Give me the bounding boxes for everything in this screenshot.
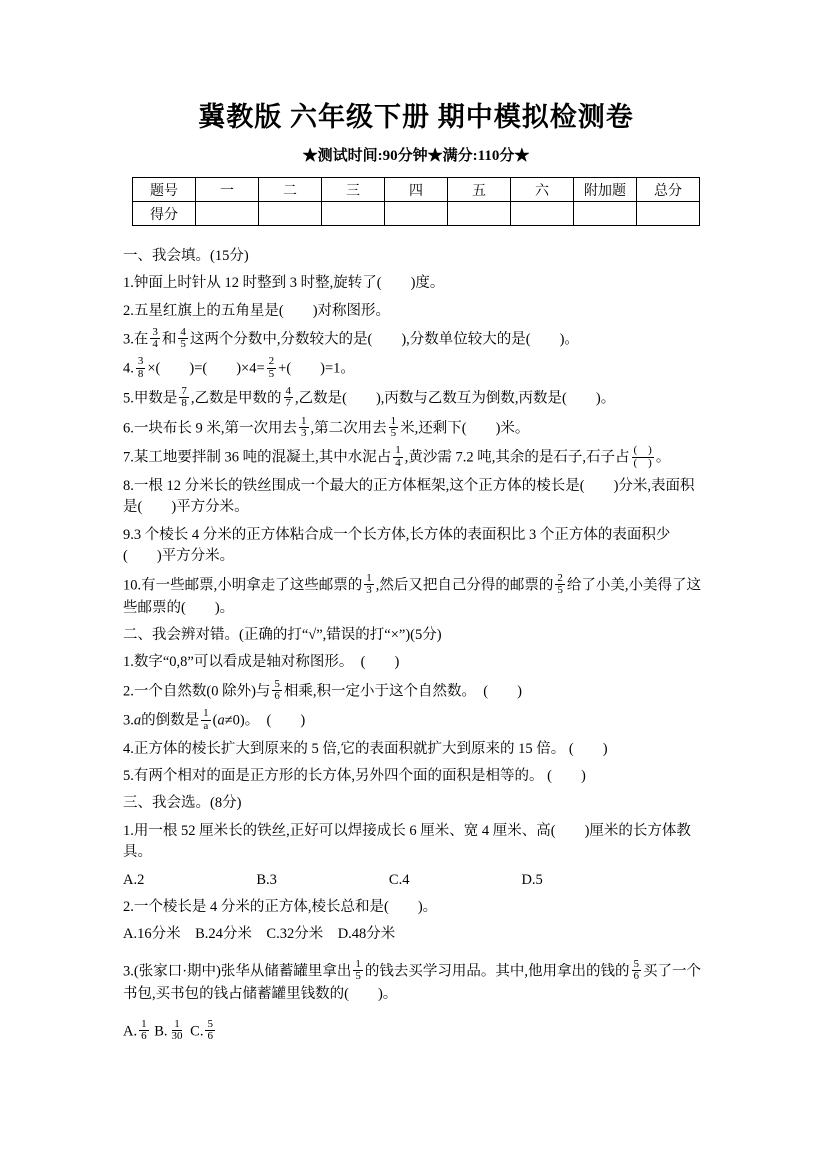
text-segment: 的钱去买学习用品。其中,他用拿出的钱的 xyxy=(364,963,630,980)
q1-10 xyxy=(123,571,709,620)
q2-4 xyxy=(123,739,709,761)
text-segment: 1.数字“0,8”可以看成是轴对称图形。 ( ) xyxy=(123,654,400,671)
q3-1-options xyxy=(123,870,709,892)
score-cell-empty xyxy=(385,202,448,226)
text-segment: 2.一个棱长是 4 分米的正方体,棱长总和是( )。 xyxy=(123,898,438,915)
score-header-cell: 三 xyxy=(322,178,385,202)
text-segment: C.4 xyxy=(388,871,410,888)
text-segment: ,乙数是( ),丙数与乙数互为倒数,丙数是( )。 xyxy=(295,390,616,407)
text-segment: A. xyxy=(123,1022,138,1039)
text-segment: C. xyxy=(186,1022,204,1039)
fraction: $\frac{1}{6}$ xyxy=(141,1017,147,1043)
option-gap xyxy=(144,883,256,884)
text-segment: 8.一根 12 分米长的铁丝围成一个最大的正方体框架,这个正方体的棱长是( )分米,表面积是( )平方分米。 xyxy=(123,477,695,516)
text-segment: 3. xyxy=(123,712,134,729)
text-segment: 三、我会选。(8分) xyxy=(123,795,242,812)
q1-7 xyxy=(123,446,709,470)
score-table-header-row xyxy=(133,178,700,202)
text-segment: 5.有两个相对的面是正方形的长方体,另外四个面的面积是相等的。 ( ) xyxy=(123,768,586,784)
text-segment: ( xyxy=(212,712,218,729)
fraction: $\frac{4}{7}$ xyxy=(285,384,291,410)
text-segment: B.3 xyxy=(256,871,277,888)
q1-9 xyxy=(123,525,709,569)
text-segment: 2.一个自然数(0 除外)与 xyxy=(123,682,271,699)
text-segment: 4. xyxy=(123,360,134,377)
text-segment: 1.钟面上时针从 12 时整到 3 时整,旋转了( )度。 xyxy=(123,275,445,292)
fraction: $\frac{( )}{( )}$ xyxy=(633,444,652,469)
section-2-heading xyxy=(123,625,709,647)
score-header-cell: 附加题 xyxy=(574,178,637,202)
q1-3 xyxy=(123,325,709,352)
q3-2 xyxy=(123,897,709,919)
score-header-cell: 二 xyxy=(259,178,322,202)
text-segment: 和 xyxy=(161,331,177,348)
fraction: $\frac{1}{3}$ xyxy=(366,571,372,597)
q2-1 xyxy=(123,652,709,674)
score-header-cell: 六 xyxy=(511,178,574,202)
score-header-cell: 总分 xyxy=(637,178,700,202)
score-cell-empty xyxy=(322,202,385,226)
text-segment: 1.用一根 52 厘米长的铁丝,正好可以焊接成长 6 厘米、宽 4 厘米、高( )厘米的长方体教具。 xyxy=(123,822,691,861)
text-segment: 的倒数是 xyxy=(141,712,200,729)
text-segment: 4.正方体的棱长扩大到原来的 5 倍,它的表面积就扩大到原来的 15 倍。 ( ) xyxy=(123,740,608,757)
text-segment: 3.(张家口·期中)张华从储蓄罐里拿出 xyxy=(123,963,352,980)
score-cell-empty xyxy=(196,202,259,226)
text-segment: 7.某工地要拌制 36 吨的混凝土,其中水泥占 xyxy=(123,449,392,466)
fraction: $\frac{7}{8}$ xyxy=(181,384,187,410)
score-header-cell: 五 xyxy=(448,178,511,202)
score-cell-empty xyxy=(511,202,574,226)
fraction: $\frac{4}{5}$ xyxy=(180,325,186,351)
score-header-cell: 一 xyxy=(196,178,259,202)
text-segment: A.2 xyxy=(123,871,145,888)
fraction: $\frac{3}{8}$ xyxy=(137,355,144,380)
text-segment: 9.3 个棱长 4 分米的正方体粘合成一个长方体,长方体的表面积比 3 个正方体的表面积少( )平方分米。 xyxy=(123,526,671,565)
text-segment: 6.一块布长 9 米,第一次用去 xyxy=(123,419,297,436)
text-segment: a xyxy=(133,712,142,729)
fraction: $\frac{5}{6}$ xyxy=(274,677,280,703)
score-cell-empty xyxy=(637,202,700,226)
q3-3-options xyxy=(123,1017,709,1044)
section-3-heading xyxy=(123,793,709,815)
option-gap xyxy=(277,883,389,884)
text-segment: 这两个分数中,分数较大的是( ),分数单位较大的是( )。 xyxy=(189,331,579,348)
text-segment: ≠0)。 ( ) xyxy=(224,712,306,729)
fraction: $\frac{2}{5}$ xyxy=(268,355,275,380)
q3-3 xyxy=(123,957,709,1006)
text-segment: 米,还剩下( )米。 xyxy=(400,419,530,436)
fraction: $\frac{1}{5}$ xyxy=(390,414,397,440)
text-segment: D.5 xyxy=(521,871,543,888)
text-segment: 买了一个书包,买书包的钱占储蓄罐里钱数的( )。 xyxy=(123,963,701,1002)
text-segment: 3.在 xyxy=(123,331,149,348)
score-table-score-row xyxy=(133,202,700,226)
q3-2-options xyxy=(123,924,709,946)
text-segment: 5.甲数是 xyxy=(123,390,178,407)
text-segment: ,乙数是甲数的 xyxy=(190,390,282,407)
text-segment: 给了小美,小美得了这些邮票的( )。 xyxy=(123,577,701,616)
page-title: 冀教版 六年级下册 期中模拟检测卷 xyxy=(198,102,634,132)
question-content xyxy=(123,246,709,1044)
section-1-heading xyxy=(123,246,709,268)
text-segment: 二、我会辨对错。(正确的打“√”,错误的打“×”)(5分) xyxy=(123,627,442,644)
text-segment: ,黄沙需 7.2 吨,其余的是石子,石子占 xyxy=(404,449,630,466)
fraction: $\frac{2}{5}$ xyxy=(557,571,563,597)
fraction: $\frac{3}{4}$ xyxy=(152,325,158,351)
score-cell-empty xyxy=(259,202,322,226)
text-segment: 10.有一些邮票,小明拿走了这些邮票的 xyxy=(123,577,363,594)
text-segment: a xyxy=(217,712,225,729)
text-segment: ,然后又把自己分得的邮票的 xyxy=(375,577,554,594)
score-cell-empty xyxy=(574,202,637,226)
text-segment: 。 xyxy=(655,449,671,466)
score-header-cell: 题号 xyxy=(133,178,196,202)
fraction: $\frac{5}{6}$ xyxy=(207,1017,213,1043)
q2-2 xyxy=(123,677,709,704)
q1-5 xyxy=(123,384,709,411)
text-segment: 2.五星红旗上的五角星是( )对称图形。 xyxy=(123,302,391,319)
text-segment: +( )=1。 xyxy=(278,360,355,377)
text-segment: A.16分米 B.24分米 C.32分米 D.48分米 xyxy=(123,926,396,942)
text-segment: 一、我会填。(15分) xyxy=(123,248,249,264)
text-segment: B. xyxy=(150,1022,168,1039)
fraction: $\frac{1}{30}$ xyxy=(171,1017,183,1043)
fraction: $\frac{1}{3}$ xyxy=(301,414,307,440)
q2-3 xyxy=(123,709,709,733)
q3-1 xyxy=(123,821,709,865)
q2-5 xyxy=(123,766,709,788)
text-segment: 相乘,积一定小于这个自然数。 ( ) xyxy=(283,682,522,699)
score-header-cell: 四 xyxy=(385,178,448,202)
score-table xyxy=(132,177,700,226)
score-row-label: 得分 xyxy=(133,202,196,226)
text-segment: ,第二次用去 xyxy=(310,419,387,436)
score-cell-empty xyxy=(448,202,511,226)
page-subtitle: ★测试时间:90分钟★满分:110分★ xyxy=(302,148,530,164)
fraction: $\frac{5}{6}$ xyxy=(633,957,639,983)
q1-6 xyxy=(123,414,709,441)
q1-4 xyxy=(123,357,709,381)
fraction: $\frac{1}{4}$ xyxy=(395,444,401,469)
option-gap xyxy=(409,883,521,884)
text-segment: ×( )=( )×4= xyxy=(147,360,265,377)
q1-1 xyxy=(123,273,709,295)
q1-2 xyxy=(123,301,709,323)
fraction: $\frac{1}{a}$ xyxy=(203,707,209,732)
q1-8 xyxy=(123,476,709,520)
fraction: $\frac{1}{5}$ xyxy=(355,957,361,983)
